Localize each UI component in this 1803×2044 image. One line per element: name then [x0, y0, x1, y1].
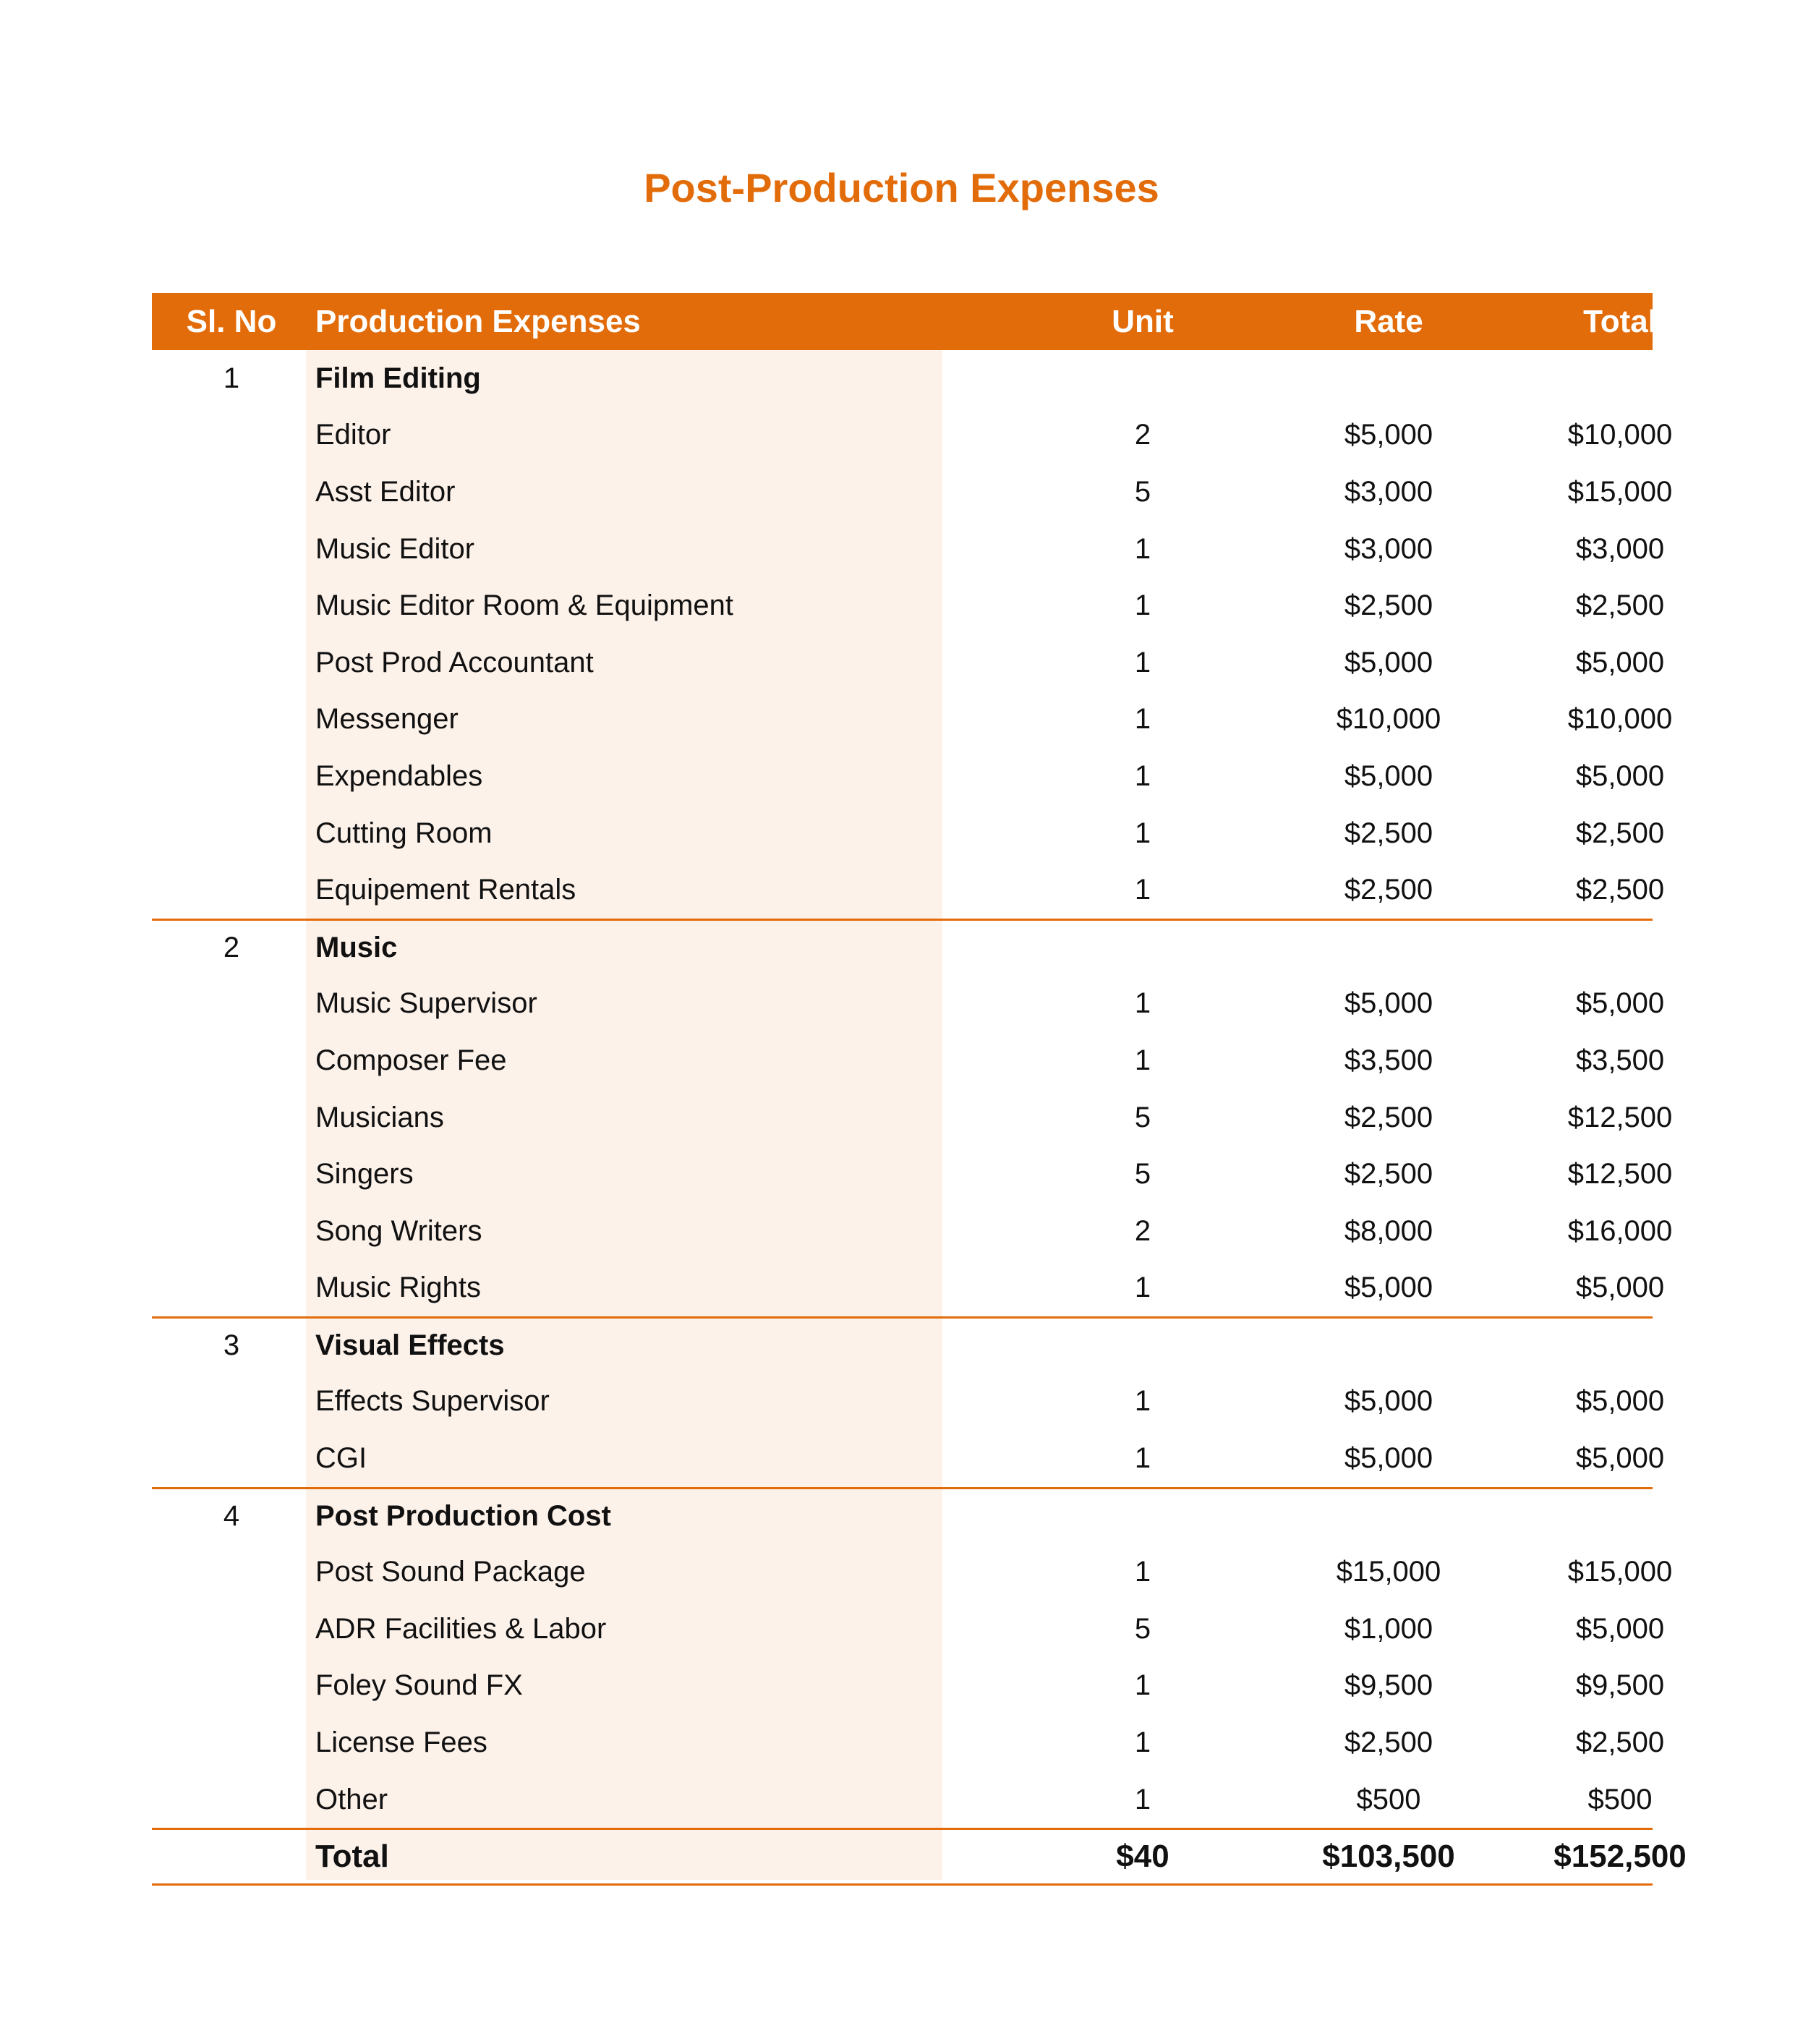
- grand-total-rate: $103,500: [1322, 1839, 1455, 1875]
- expense-name: Music Editor Room & Equipment: [315, 589, 734, 622]
- table-row: [152, 1543, 1673, 1601]
- expense-rate: $500: [1356, 1783, 1421, 1815]
- expense-total: $16,000: [1567, 1214, 1673, 1247]
- expense-total: $5,000: [1575, 1442, 1665, 1475]
- grand-total-row: [152, 1828, 1687, 1886]
- header-total: Total: [1583, 303, 1657, 339]
- expense-unit: 5: [1134, 475, 1151, 508]
- table-row: [152, 861, 1665, 919]
- table-row: [152, 1203, 1673, 1260]
- expense-rate: $2,500: [1344, 1726, 1433, 1759]
- grand-total-total: $152,500: [1553, 1839, 1687, 1875]
- expense-total: $5,000: [1575, 1385, 1665, 1418]
- table-body: [152, 350, 1673, 1828]
- expense-unit: 5: [1134, 1158, 1151, 1191]
- section-number: 3: [223, 1329, 240, 1362]
- expense-unit: 1: [1134, 987, 1151, 1020]
- expense-name: Music Editor: [315, 532, 475, 565]
- expense-rate: $3,000: [1344, 532, 1433, 565]
- expense-total: $12,500: [1567, 1101, 1673, 1133]
- section-title: Visual Effects: [315, 1329, 505, 1362]
- expense-total: $15,000: [1567, 475, 1673, 508]
- table-row: [152, 1374, 1665, 1431]
- expense-total: $9,500: [1575, 1669, 1665, 1702]
- expense-total: $10,000: [1567, 703, 1673, 736]
- expense-rate: $5,000: [1344, 759, 1433, 792]
- expense-name: Song Writers: [315, 1214, 482, 1247]
- expense-name: Post Sound Package: [315, 1556, 586, 1588]
- expense-unit: 1: [1134, 703, 1151, 736]
- expense-name: Foley Sound FX: [315, 1669, 523, 1702]
- section-number: 2: [223, 932, 240, 964]
- expense-unit: 1: [1134, 646, 1151, 678]
- grand-total-unit: $40: [1116, 1839, 1169, 1875]
- expense-rate: $2,500: [1344, 589, 1433, 622]
- expense-unit: 1: [1134, 874, 1151, 906]
- expense-name: ADR Facilities & Labor: [315, 1612, 607, 1645]
- table-row: [152, 1146, 1673, 1203]
- expense-rate: $15,000: [1336, 1556, 1441, 1588]
- expense-rate: $8,000: [1344, 1214, 1433, 1247]
- grand-total-label: Total: [315, 1839, 389, 1875]
- expense-unit: 2: [1134, 419, 1151, 451]
- table-row: [152, 1430, 1665, 1487]
- expense-total: $5,000: [1575, 1272, 1665, 1304]
- expense-unit: 1: [1134, 1442, 1151, 1475]
- expense-total: $5,000: [1575, 1612, 1665, 1645]
- expense-total: $3,500: [1575, 1044, 1665, 1076]
- expense-unit: 1: [1134, 1556, 1151, 1588]
- expense-unit: 1: [1134, 1726, 1151, 1759]
- table-row: [152, 1601, 1665, 1658]
- expense-total: $5,000: [1575, 646, 1665, 678]
- expense-rate: $2,500: [1344, 1101, 1433, 1133]
- expense-name: Equipement Rentals: [315, 874, 576, 906]
- section-header-row: [152, 1316, 1653, 1374]
- expense-total: $3,000: [1575, 532, 1665, 565]
- expense-name: Other: [315, 1783, 388, 1815]
- expense-name: Cutting Room: [315, 817, 493, 849]
- expense-unit: 1: [1134, 759, 1151, 792]
- expense-unit: 1: [1134, 817, 1151, 849]
- expense-unit: 1: [1134, 1044, 1151, 1076]
- expense-rate: $2,500: [1344, 874, 1433, 906]
- expense-name: Messenger: [315, 703, 459, 736]
- expense-name: Composer Fee: [315, 1044, 507, 1076]
- expense-rate: $5,000: [1344, 1272, 1433, 1304]
- expense-name: Post Prod Accountant: [315, 646, 594, 678]
- expense-name: Music Supervisor: [315, 987, 537, 1020]
- expense-rate: $2,500: [1344, 817, 1433, 849]
- expense-name: Editor: [315, 419, 391, 451]
- expense-rate: $5,000: [1344, 1442, 1433, 1475]
- expense-total: $500: [1587, 1783, 1653, 1815]
- expense-rate: $5,000: [1344, 646, 1433, 678]
- expense-total: $12,500: [1567, 1158, 1673, 1191]
- expense-rate: $3,000: [1344, 475, 1433, 508]
- expense-unit: 1: [1134, 589, 1151, 622]
- section-header-row: [152, 1487, 1653, 1544]
- table-row: [152, 1260, 1665, 1317]
- expense-total: $10,000: [1567, 419, 1673, 451]
- expense-unit: 1: [1134, 1385, 1151, 1418]
- expense-unit: 5: [1134, 1101, 1151, 1133]
- header-sl-no: Sl. No: [186, 303, 277, 339]
- expenses-table: [152, 293, 1687, 1886]
- section-number: 1: [223, 362, 240, 394]
- expense-unit: 2: [1134, 1214, 1151, 1247]
- header-unit: Unit: [1112, 303, 1174, 339]
- section-header-row: [152, 350, 1653, 407]
- section-header-row: [152, 919, 1653, 976]
- expense-rate: $10,000: [1336, 703, 1441, 736]
- expense-name: License Fees: [315, 1726, 487, 1759]
- expense-name: Asst Editor: [315, 475, 456, 508]
- expense-rate: $9,500: [1344, 1669, 1433, 1702]
- header-production-expenses: Production Expenses: [315, 303, 641, 339]
- section-title: Music: [315, 932, 398, 964]
- table-row: [152, 748, 1665, 805]
- table-row: [152, 464, 1673, 521]
- table-row: [152, 1714, 1665, 1771]
- section-number: 4: [223, 1500, 240, 1533]
- expense-unit: 1: [1134, 1272, 1151, 1304]
- table-row: [152, 1658, 1665, 1715]
- table-header: [152, 293, 1657, 350]
- table-row: [152, 1771, 1653, 1828]
- expense-total: $5,000: [1575, 759, 1665, 792]
- expense-total: $15,000: [1567, 1556, 1673, 1588]
- expense-rate: $5,000: [1344, 1385, 1433, 1418]
- table-row: [152, 805, 1665, 862]
- table-row: [152, 521, 1665, 578]
- expense-unit: 1: [1134, 532, 1151, 565]
- expense-name: Singers: [315, 1158, 414, 1191]
- table-row: [152, 691, 1673, 749]
- expense-total: $2,500: [1575, 817, 1665, 849]
- expense-rate: $1,000: [1344, 1612, 1433, 1645]
- table-row: [152, 577, 1665, 634]
- expense-name: Musicians: [315, 1101, 444, 1133]
- table-row: [152, 634, 1665, 691]
- header-rate: Rate: [1354, 303, 1423, 339]
- expense-total: $2,500: [1575, 589, 1665, 622]
- expense-unit: 1: [1134, 1669, 1151, 1702]
- expense-name: Effects Supervisor: [315, 1385, 550, 1418]
- expense-total: $5,000: [1575, 987, 1665, 1020]
- table-row: [152, 1032, 1665, 1089]
- section-title: Post Production Cost: [315, 1500, 611, 1533]
- expense-name: CGI: [315, 1442, 367, 1475]
- expense-total: $2,500: [1575, 1726, 1665, 1759]
- expense-total: $2,500: [1575, 874, 1665, 906]
- expense-rate: $5,000: [1344, 987, 1433, 1020]
- table-row: [152, 407, 1673, 464]
- expense-name: Music Rights: [315, 1272, 481, 1304]
- section-title: Film Editing: [315, 362, 481, 394]
- expense-rate: $3,500: [1344, 1044, 1433, 1076]
- expense-unit: 5: [1134, 1612, 1151, 1645]
- expense-name: Expendables: [315, 759, 483, 792]
- table-row: [152, 976, 1665, 1033]
- expense-unit: 1: [1134, 1783, 1151, 1815]
- expense-rate: $2,500: [1344, 1158, 1433, 1191]
- expense-rate: $5,000: [1344, 419, 1433, 451]
- page-title: Post-Production Expenses: [644, 165, 1159, 210]
- table-row: [152, 1089, 1673, 1146]
